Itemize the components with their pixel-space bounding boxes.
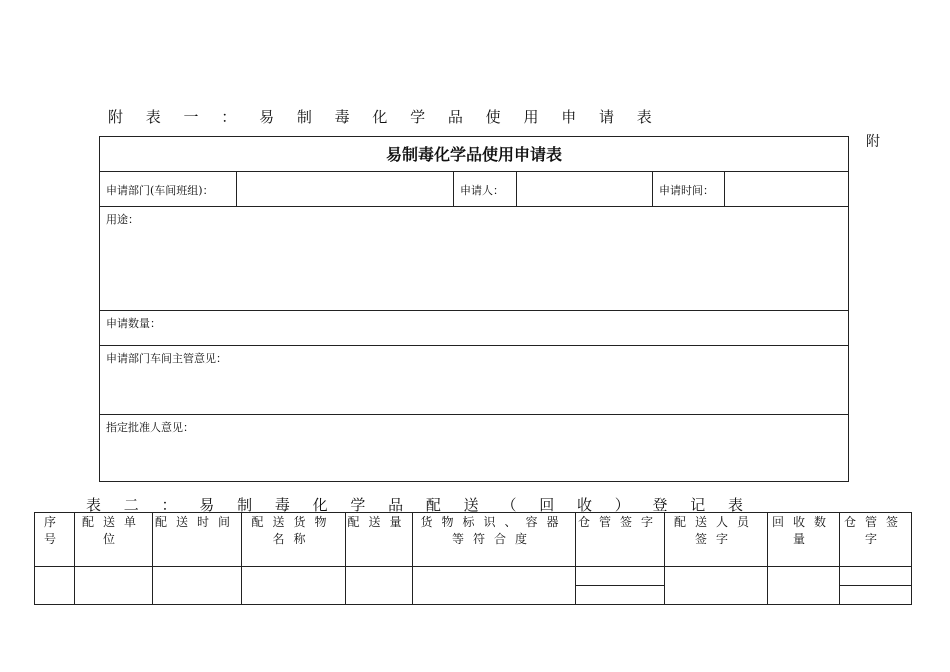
- cell-delivery-unit[interactable]: [75, 567, 153, 605]
- approver-opinion-row[interactable]: [100, 415, 848, 481]
- header-labeling-compliance: 货物标识、容器等符合度: [413, 513, 576, 567]
- cell-warehouse-signature-b[interactable]: [576, 586, 664, 604]
- dept-label: 申请部门(车间班组)：: [106, 184, 214, 197]
- dept-value-cell[interactable]: [237, 172, 454, 206]
- header-recovery-quantity: 回收数量: [768, 513, 840, 567]
- approver-opinion-label: 指定批准人意见：: [106, 421, 194, 434]
- header-delivery-time: 配送时间: [153, 513, 242, 567]
- header-serial-number: 序号: [35, 513, 75, 567]
- supervisor-opinion-row[interactable]: [100, 346, 848, 415]
- time-value-cell[interactable]: [725, 172, 848, 206]
- cell-delivery-time[interactable]: [153, 567, 242, 605]
- table-header-row: [35, 513, 912, 567]
- cell-courier-signature[interactable]: [665, 567, 768, 605]
- attachment-mark: 附: [866, 134, 880, 150]
- cell-serial-number[interactable]: [35, 567, 75, 605]
- header-warehouse-signature: 仓管签字: [576, 513, 665, 567]
- cell-warehouse-signature: [576, 567, 665, 605]
- purpose-row[interactable]: [100, 207, 848, 311]
- cell-warehouse-signature-2-a[interactable]: [840, 567, 911, 586]
- time-label: 申请时间：: [659, 184, 714, 197]
- applicant-label-cell: [454, 172, 517, 206]
- delivery-register-table: [34, 512, 912, 605]
- quantity-label: 申请数量：: [106, 317, 161, 330]
- cell-recovery-quantity[interactable]: [768, 567, 840, 605]
- applicant-value-cell[interactable]: [517, 172, 653, 206]
- cell-warehouse-signature-2: [840, 567, 912, 605]
- quantity-row[interactable]: [100, 311, 848, 346]
- cell-warehouse-signature-a[interactable]: [576, 567, 664, 586]
- header-delivery-unit: 配送单位: [75, 513, 153, 567]
- supervisor-opinion-label: 申请部门车间主管意见：: [106, 352, 227, 365]
- applicant-label: 申请人：: [460, 184, 504, 197]
- cell-labeling-compliance[interactable]: [413, 567, 576, 605]
- purpose-label: 用途：: [106, 213, 139, 226]
- cell-warehouse-signature-2-b[interactable]: [840, 586, 911, 604]
- table-two-caption: 表 二 ： 易 制 毒 化 学 品 配 送 （ 回 收 ） 登 记 表: [86, 496, 753, 514]
- applicant-info-row: [100, 172, 848, 207]
- dept-label-cell: [100, 172, 237, 206]
- header-courier-signature: 配送人员签字: [665, 513, 768, 567]
- usage-application-form: [99, 136, 849, 482]
- header-delivery-quantity: 配送量: [346, 513, 413, 567]
- cell-delivery-quantity[interactable]: [346, 567, 413, 605]
- form-title: 易制毒化学品使用申请表: [100, 137, 848, 172]
- header-goods-name: 配送货物名称: [242, 513, 346, 567]
- table-row: [35, 567, 912, 605]
- header-warehouse-signature-2: 仓管签字: [840, 513, 912, 567]
- cell-goods-name[interactable]: [242, 567, 346, 605]
- attachment-one-caption: 附 表 一 ： 易 制 毒 化 学 品 使 用 申 请 表: [108, 108, 661, 126]
- time-label-cell: [653, 172, 725, 206]
